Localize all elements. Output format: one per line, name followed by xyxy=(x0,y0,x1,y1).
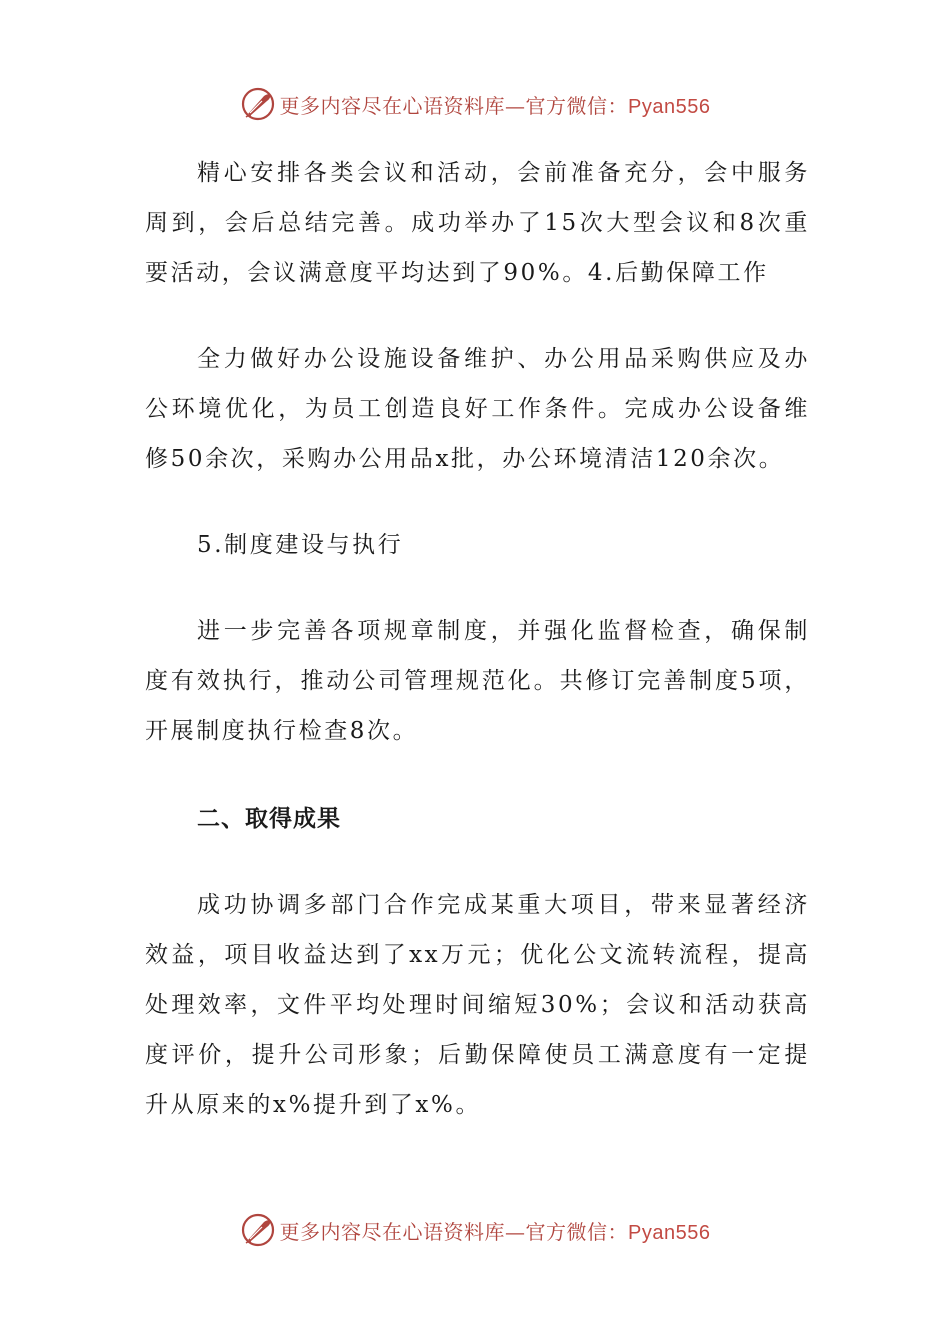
banner-text xyxy=(280,90,711,119)
banner-text xyxy=(280,1216,711,1245)
paragraph-logistics: 全力做好办公设施设备维护、办公用品采购供应及办公环境优化，为员工创造良好工作条件。完成办公设备维修50余次，采购办公用品x批，办公环境清洁120余次。 xyxy=(145,346,810,472)
banner-wechat-label: —官方微信： xyxy=(505,93,629,118)
banner-wechat-id: Pyan556 xyxy=(628,95,711,118)
quill-pen-logo-icon xyxy=(240,1212,276,1248)
banner-site-name: 更多内容尽在心语资料库 xyxy=(279,1219,506,1244)
document-body xyxy=(145,148,810,1130)
paragraph-system-building: 进一步完善各项规章制度，并强化监督检查，确保制度有效执行，推动公司管理规范化。共修订完善制度5项，开展制度执行检查8次。 xyxy=(145,618,810,744)
section-title-system-building: 5.制度建设与执行 xyxy=(197,532,404,558)
paragraph-meetings: 精心安排各类会议和活动，会前准备充分，会中服务周到，会后总结完善。成功举办了15次大型会议和8次重要活动，会议满意度平均达到了90%。4.后勤保障工作 xyxy=(145,160,810,286)
paragraph-achievements: 成功协调多部门合作完成某重大项目，带来显著经济效益，项目收益达到了xx万元；优化公文流转流程，提高处理效率，文件平均处理时间缩短30%；会议和活动获高度评价，提升公司形象；后勤保障使员工满意度有一定提升从原来的x%提升到了x%。 xyxy=(145,892,810,1118)
quill-pen-logo-icon xyxy=(240,86,276,122)
banner-site-name: 更多内容尽在心语资料库 xyxy=(279,93,506,118)
heading-achievements: 二、取得成果 xyxy=(197,806,341,832)
header-watermark-banner xyxy=(0,82,950,126)
banner-wechat-label: —官方微信： xyxy=(505,1219,629,1244)
footer-watermark-banner xyxy=(0,1208,950,1252)
banner-wechat-id: Pyan556 xyxy=(628,1221,711,1244)
